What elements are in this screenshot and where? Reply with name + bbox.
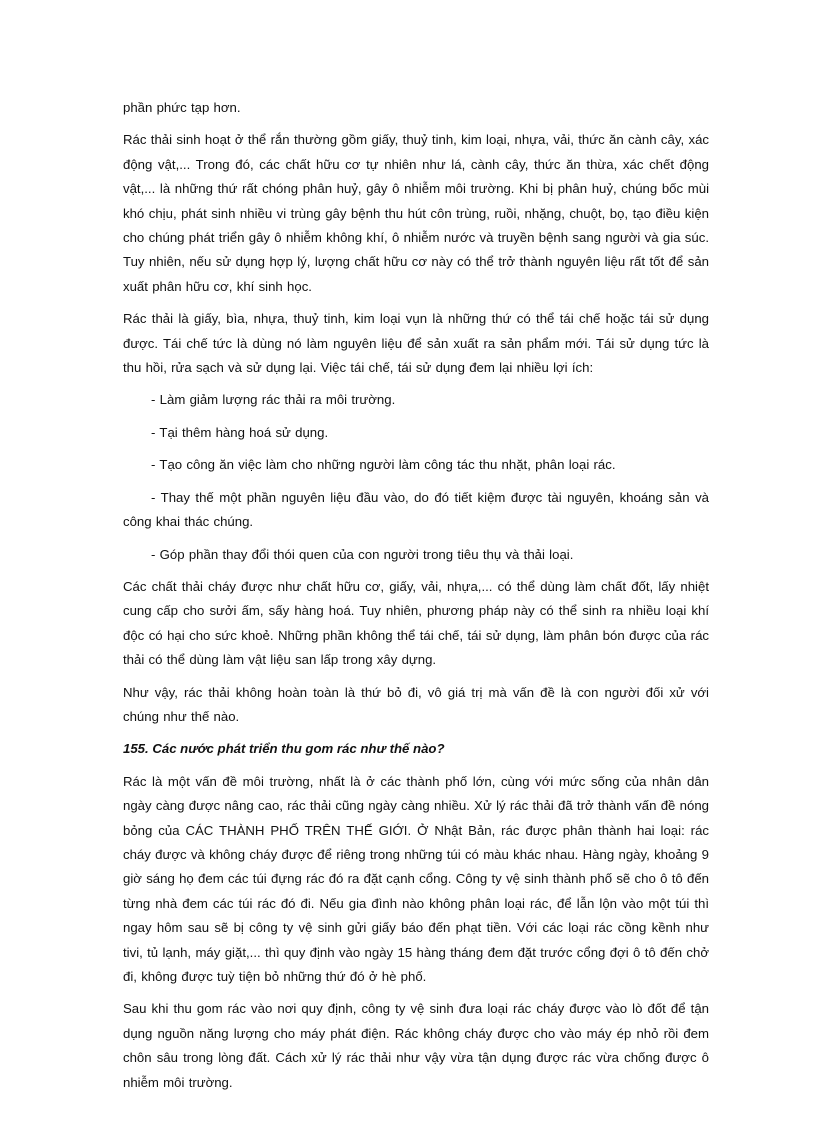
burnable-waste-paragraph: Các chất thải cháy được như chất hữu cơ, giấy, vải, nhựa,... có thể dùng làm chất đốt, lấy nhiệt cung cấp cho sưởi ấm, sấy hàng hoá. Tuy nhiên, phương pháp này có thể sinh ra nhiều loại khí độc có hại cho sức khoẻ. Những phần không thể tái chế, tái sử dụng, làm phân bón được của rác thải có thể dùng làm vật liệu san lấp trong xây dựng. xyxy=(123,578,709,668)
recycle-paragraph: Rác thải là giấy, bìa, nhựa, thuỷ tinh, kim loại vụn là những thứ có thể tái chế hoặc tái sử dụng được. Tái chế tức là dùng nó làm nguyên liệu để sản xuất ra sản phẩm mới. Tái sử dụng tức là thu hồi, rửa sạch và sử dụng lại. Việc tái chế, tái sử dụng đem lại nhiều lợi ích: xyxy=(123,311,709,376)
benefit-item-habits: - Góp phần thay đổi thói quen của con người trong tiêu thụ và thải loại. xyxy=(151,546,574,562)
disposal-paragraph: Sau khi thu gom rác vào nơi quy định, công ty vệ sinh đưa loại rác cháy được vào lò đốt để tận dụng nguồn năng lượng cho máy phát điện. Rác không cháy được cho vào máy ép nhỏ rồi đem chôn sâu trong lòng đất. Cách xử lý rác thải như vậy vừa tận dụng được rác vừa chống được ô nhiễm môi trường. xyxy=(123,1001,709,1090)
benefit-item-reduce-waste: - Làm giảm lượng rác thải ra môi trường. xyxy=(151,392,396,408)
intro-tail-paragraph: phần phức tạp hơn. xyxy=(123,100,241,115)
benefit-item-jobs: - Tạo công ăn việc làm cho những người làm công tác thu nhặt, phân loại rác. xyxy=(151,457,616,473)
household-waste-paragraph: Rác thải sinh hoạt ở thể rắn thường gồm giấy, thuỷ tinh, kim loại, nhựa, vải, thức ăn cành cây, xác động vật,... Trong đó, các chất hữu cơ tự nhiên như lá, cành cây, thức ăn thừa, xác chết động vật,... là những thứ rất chóng phân huỷ, gây ô nhiễm môi trường. Khi bị phân huỷ, chúng bốc mùi khó chịu, phát sinh nhiều vi trùng gây bệnh thu hút côn trùng, ruồi, nhặng, chuột, bọ, tạo điều kiện cho chúng phát triển gây ô nhiễm không khí, ô nhiễm nước và truyền bệnh sang người và gia súc. Tuy nhiên, nếu sử dụng hợp lý, lượng chất hữu cơ này có thể trở thành nguyên liệu rất tốt để sản xuất phân hữu cơ, khí sinh học. xyxy=(123,132,709,294)
document-page xyxy=(123,96,709,1103)
japan-collection-paragraph: Rác là một vấn đề môi trường, nhất là ở các thành phố lớn, cùng với mức sống của nhân dân ngày càng được nâng cao, rác thải cũng ngày càng nhiều. Xử lý rác thải đã trở thành vấn đề nóng bỏng của CÁC THÀNH PHỐ TRÊN THẾ GIỚI. Ở Nhật Bản, rác được phân thành hai loại: rác cháy được và không cháy được để riêng trong những túi có màu khác nhau. Hàng ngày, khoảng 9 giờ sáng họ đem các túi đựng rác đó ra đặt cạnh cổng. Công ty vệ sinh thành phố sẽ cho ô tô đến từng nhà đem các túi rác đó đi. Nếu gia đình nào không phân loại rác, để lẫn lộn vào một túi thì ngay hôm sau sẽ bị công ty vệ sinh gửi giấy báo đến phạt tiền. Với các loại rác cồng kềnh như tivi, tủ lạnh, máy giặt,... thì quy định vào ngày 15 hàng tháng đem đặt trước cổng đợi ô tô đến chở đi, không được tuỳ tiện bỏ những thứ đó ở hè phố. xyxy=(123,773,709,984)
section-heading: 155. Các nước phát triển thu gom rác như thế nào? xyxy=(123,741,445,757)
conclusion-paragraph: Như vậy, rác thải không hoàn toàn là thứ bỏ đi, vô giá trị mà vấn đề là con người đối xử với chúng như thế nào. xyxy=(123,684,709,724)
benefit-item-more-goods: - Tại thêm hàng hoá sử dụng. xyxy=(151,424,329,440)
benefit-item-replace-materials: - Thay thế một phần nguyên liệu đầu vào, do đó tiết kiệm được tài nguyên, khoáng sản và công khai thác chúng. xyxy=(123,489,709,530)
